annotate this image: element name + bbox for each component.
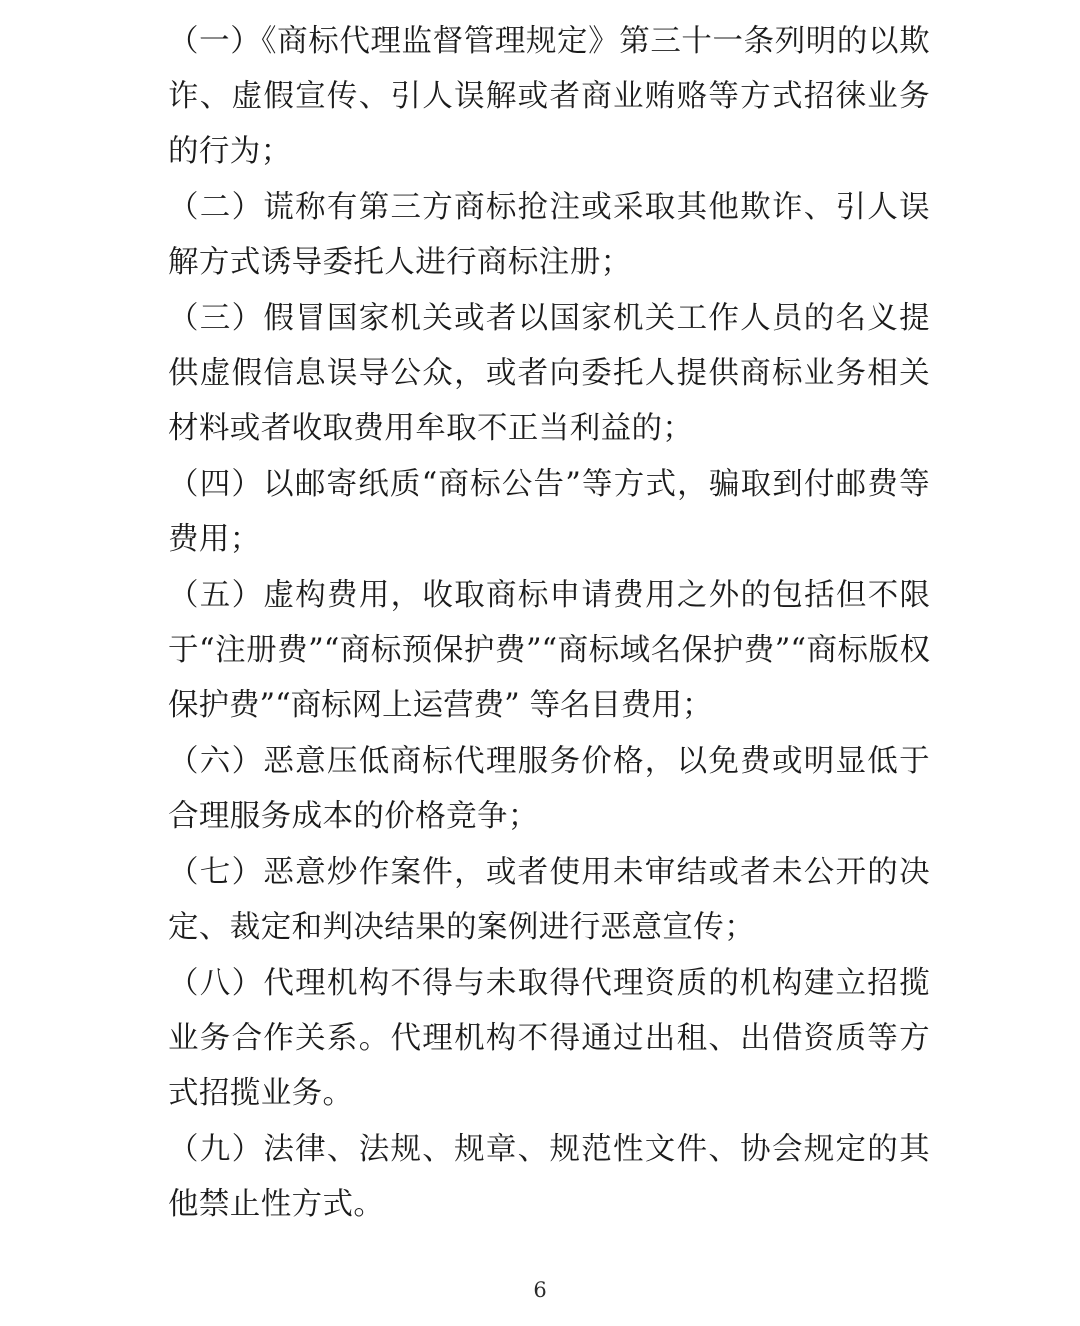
paragraph-item-2: （二）谎称有第三方商标抢注或采取其他欺诈、引人误解方式诱导委托人进行商标注册； (168, 190, 930, 280)
paragraph-item-7: （七）恶意炒作案件，或者使用未审结或者未公开的决定、裁定和判决结果的案例进行恶意宣传； (168, 855, 930, 945)
paragraph-item-8: （八）代理机构不得与未取得代理资质的机构建立招揽业务合作关系。代理机构不得通过出租、出借资质等方式招揽业务。 (168, 966, 930, 1111)
page-number: 6 (533, 1278, 547, 1302)
paragraph-item-4: （四）以邮寄纸质“商标公告”等方式，骗取到付邮费等费用； (168, 467, 930, 557)
paragraph-item-9: （九）法律、法规、规章、规范性文件、协会规定的其他禁止性方式。 (168, 1132, 930, 1222)
paragraph-item-3: （三）假冒国家机关或者以国家机关工作人员的名义提供虚假信息误导公众，或者向委托人提供商标业务相关材料或者收取费用牟取不正当利益的； (168, 301, 930, 446)
paragraph-item-5: （五）虚构费用，收取商标申请费用之外的包括但不限于“注册费”“商标预保护费”“商标域名保护费”“商标版权保护费”“商标网上运营费” 等名目费用； (168, 578, 930, 723)
paragraph-item-6: （六）恶意压低商标代理服务价格，以免费或明显低于合理服务成本的价格竞争； (168, 744, 930, 834)
paragraph-item-1: （一）《商标代理监督管理规定》第三十一条列明的以欺诈、虚假宣传、引人误解或者商业贿赂等方式招徕业务的行为； (168, 24, 930, 169)
